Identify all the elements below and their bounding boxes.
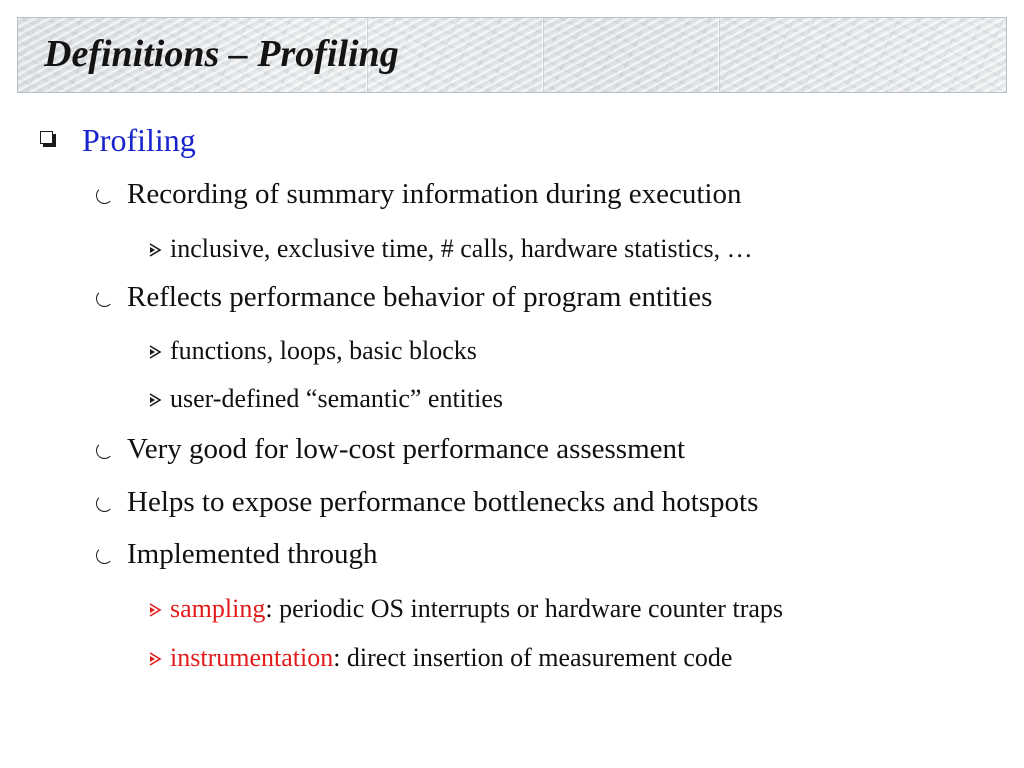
bullet-very-good — [96, 433, 685, 466]
term-instrumentation: instrumentation — [170, 643, 334, 672]
term-sampling: sampling — [170, 594, 266, 623]
banner-tile-seam — [718, 18, 719, 92]
title-banner — [17, 17, 1007, 93]
bullet-text: Very good for low-cost performance assessment — [127, 433, 686, 465]
slide-title: Definitions – Profiling — [44, 33, 399, 75]
hollow-circle-bullet-icon — [96, 547, 113, 564]
hollow-circle-bullet-icon — [96, 442, 113, 459]
bullet-text: : periodic OS interrupts or hardware counter traps — [265, 594, 784, 623]
hollow-circle-bullet-icon — [96, 495, 113, 512]
bullet-text: Recording of summary information during execution — [127, 178, 742, 210]
bullet-implemented-through — [96, 538, 377, 571]
bullet-text: user-defined “semantic” entities — [170, 384, 503, 413]
arrowhead-bullet-icon — [148, 652, 162, 666]
bullet-functions-loops — [148, 336, 477, 366]
shadowed-square-bullet-icon — [40, 131, 56, 147]
hollow-circle-bullet-icon — [96, 187, 113, 204]
arrowhead-bullet-icon — [148, 603, 162, 617]
arrowhead-bullet-icon — [148, 243, 162, 257]
bullet-text: Reflects performance behavior of program entities — [127, 281, 713, 313]
bullet-profiling — [40, 122, 196, 159]
bullet-user-defined — [148, 384, 503, 414]
bullet-helps-expose — [96, 486, 758, 519]
bullet-inclusive-exclusive — [148, 234, 753, 264]
hollow-circle-bullet-icon — [96, 290, 113, 307]
arrowhead-bullet-icon — [148, 345, 162, 359]
bullet-text: Helps to expose performance bottlenecks and hotspots — [127, 486, 759, 518]
bullet-instrumentation — [148, 643, 732, 673]
bullet-recording-summary — [96, 178, 742, 211]
bullet-sampling — [148, 594, 783, 624]
bullet-text: inclusive, exclusive time, # calls, hardware statistics, … — [170, 234, 753, 263]
bullet-reflects-performance — [96, 281, 712, 314]
bullet-text: functions, loops, basic blocks — [170, 336, 477, 365]
bullet-text: Implemented through — [127, 538, 378, 570]
bullet-text: : direct insertion of measurement code — [333, 643, 733, 672]
arrowhead-bullet-icon — [148, 393, 162, 407]
banner-tile-seam — [542, 18, 543, 92]
bullet-text: Profiling — [82, 122, 196, 158]
